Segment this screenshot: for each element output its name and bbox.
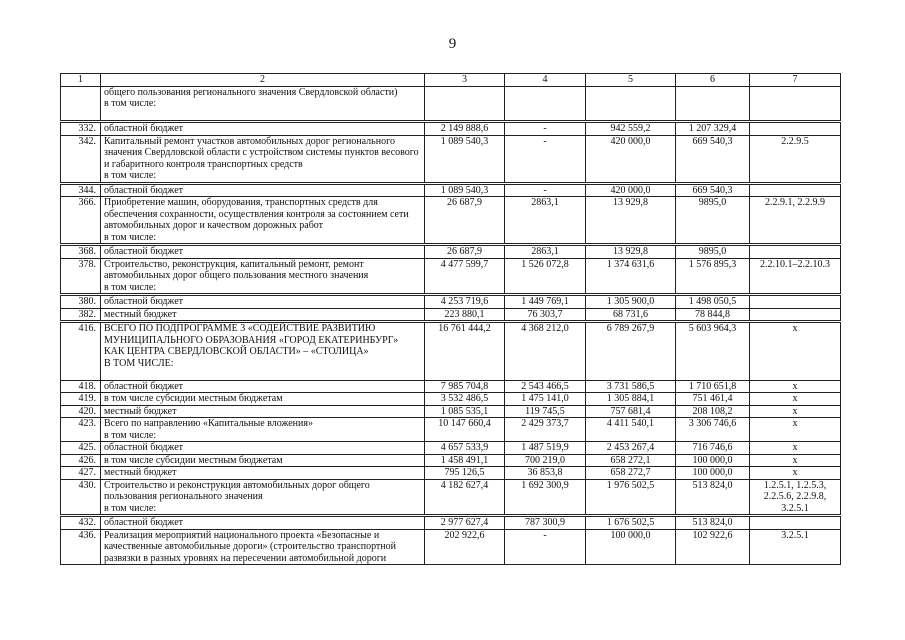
code-col-7 (750, 122, 841, 136)
row-name: областной бюджет (101, 245, 425, 259)
value-col-3 (425, 86, 505, 122)
row-number (61, 86, 101, 122)
value-col-5: 13 929,8 (586, 245, 676, 259)
row-number: 368. (61, 245, 101, 259)
value-col-4: 1 449 769,1 (505, 295, 586, 309)
row-number: 332. (61, 122, 101, 136)
value-col-3: 7 985 704,8 (425, 380, 505, 393)
value-col-6: 100 000,0 (676, 467, 750, 480)
value-col-6: 100 000,0 (676, 454, 750, 467)
value-col-6: 669 540,3 (676, 183, 750, 197)
value-col-4: 1 526 072,8 (505, 258, 586, 295)
table-row (61, 467, 841, 480)
table-row (61, 393, 841, 406)
value-col-3: 26 687,9 (425, 197, 505, 245)
row-name: местный бюджет (101, 467, 425, 480)
table-row (61, 405, 841, 418)
table-row (61, 442, 841, 455)
value-col-4: - (505, 122, 586, 136)
value-col-6: 78 844,8 (676, 308, 750, 322)
row-number: 419. (61, 393, 101, 406)
header-cell: 1 (61, 74, 101, 87)
code-col-7 (750, 308, 841, 322)
row-number: 420. (61, 405, 101, 418)
value-col-6: 513 824,0 (676, 479, 750, 516)
header-cell: 4 (505, 74, 586, 87)
value-col-5: 6 789 267,9 (586, 322, 676, 381)
value-col-5 (586, 86, 676, 122)
header-cell: 7 (750, 74, 841, 87)
value-col-3: 26 687,9 (425, 245, 505, 259)
value-col-4: 1 487 519,9 (505, 442, 586, 455)
table-body (61, 74, 841, 565)
value-col-4: 76 303,7 (505, 308, 586, 322)
row-name: Строительство и реконструкция автомобильных дорог общего пользования регионального значения в том числе: (101, 479, 425, 516)
row-number: 416. (61, 322, 101, 381)
table-row (61, 122, 841, 136)
value-col-5: 100 000,0 (586, 529, 676, 565)
value-col-5: 3 731 586,5 (586, 380, 676, 393)
table-row (61, 308, 841, 322)
value-col-3: 4 477 599,7 (425, 258, 505, 295)
value-col-6: 5 603 964,3 (676, 322, 750, 381)
value-col-4: - (505, 183, 586, 197)
code-col-7: х (750, 454, 841, 467)
value-col-5: 1 676 502,5 (586, 516, 676, 530)
table-row (61, 295, 841, 309)
value-col-5: 13 929,8 (586, 197, 676, 245)
code-col-7: 3.2.5.1 (750, 529, 841, 565)
value-col-3: 4 182 627,4 (425, 479, 505, 516)
value-col-3: 2 149 888,6 (425, 122, 505, 136)
value-col-6: 1 710 651,8 (676, 380, 750, 393)
code-col-7: х (750, 393, 841, 406)
value-col-4: 2863,1 (505, 245, 586, 259)
value-col-6: 9895,0 (676, 245, 750, 259)
row-name: областной бюджет (101, 380, 425, 393)
value-col-5: 757 681,4 (586, 405, 676, 418)
value-col-3: 2 977 627,4 (425, 516, 505, 530)
code-col-7: х (750, 442, 841, 455)
table-row (61, 197, 841, 245)
table-row (61, 529, 841, 565)
table-row (61, 135, 841, 183)
code-col-7: 1.2.5.1, 1.2.5.3, 2.2.5.6, 2.2.9.8, 3.2.5.1 (750, 479, 841, 516)
code-col-7 (750, 86, 841, 122)
row-number: 425. (61, 442, 101, 455)
code-col-7: х (750, 418, 841, 442)
row-name: областной бюджет (101, 122, 425, 136)
code-col-7 (750, 516, 841, 530)
row-name: областной бюджет (101, 516, 425, 530)
row-number: 432. (61, 516, 101, 530)
value-col-4: - (505, 135, 586, 183)
value-col-5: 4 411 540,1 (586, 418, 676, 442)
row-number: 342. (61, 135, 101, 183)
table-row (61, 86, 841, 122)
value-col-3: 4 253 719,6 (425, 295, 505, 309)
value-col-3: 795 126,5 (425, 467, 505, 480)
table-row (61, 322, 841, 381)
value-col-5: 68 731,6 (586, 308, 676, 322)
value-col-5: 1 976 502,5 (586, 479, 676, 516)
value-col-6: 102 922,6 (676, 529, 750, 565)
value-col-3: 4 657 533,9 (425, 442, 505, 455)
row-name: Всего по направлению «Капитальные вложения» в том числе: (101, 418, 425, 442)
value-col-3: 16 761 444,2 (425, 322, 505, 381)
value-col-6: 751 461,4 (676, 393, 750, 406)
value-col-5: 658 272,1 (586, 454, 676, 467)
row-name: местный бюджет (101, 405, 425, 418)
code-col-7 (750, 245, 841, 259)
value-col-5: 1 374 631,6 (586, 258, 676, 295)
row-number: 366. (61, 197, 101, 245)
value-col-6 (676, 86, 750, 122)
row-name: ВСЕГО ПО ПОДПРОГРАММЕ 3 «СОДЕЙСТВИЕ РАЗВИТИЮ МУНИЦИПАЛЬНОГО ОБРАЗОВАНИЯ «ГОРОД ЕКАТЕРИНБУРГ» КАК ЦЕНТРА СВЕРДЛОВСКОЙ ОБЛАСТИ» – «СТОЛИЦА» В ТОМ ЧИСЛЕ: (101, 322, 425, 381)
table-row (61, 418, 841, 442)
code-col-7 (750, 295, 841, 309)
header-cell: 3 (425, 74, 505, 87)
row-name: Строительство, реконструкция, капитальный ремонт, ремонт автомобильных дорог общего пользования местного значения в том числе: (101, 258, 425, 295)
row-number: 426. (61, 454, 101, 467)
value-col-3: 202 922,6 (425, 529, 505, 565)
value-col-4: 1 692 300,9 (505, 479, 586, 516)
code-col-7: 2.2.9.1, 2.2.9.9 (750, 197, 841, 245)
row-number: 418. (61, 380, 101, 393)
code-col-7: 2.2.9.5 (750, 135, 841, 183)
row-name: Капитальный ремонт участков автомобильных дорог регионального значения Свердловской области с устройством системы пунктов весового и габаритного контроля транспортных средств в том числе: (101, 135, 425, 183)
row-name: областной бюджет (101, 442, 425, 455)
value-col-4: - (505, 529, 586, 565)
code-col-7: х (750, 405, 841, 418)
table-row (61, 183, 841, 197)
table-row (61, 454, 841, 467)
value-col-3: 10 147 660,4 (425, 418, 505, 442)
page-number: 9 (448, 36, 457, 52)
row-name: местный бюджет (101, 308, 425, 322)
row-name: общего пользования регионального значения Свердловской области) в том числе: (101, 86, 425, 122)
row-name: Приобретение машин, оборудования, транспортных средств для обеспечения сохранности, осуществления контроля за состоянием сети автомобильных дорог и качеством дорожных работ в том числе: (101, 197, 425, 245)
value-col-4: 119 745,5 (505, 405, 586, 418)
value-col-6: 669 540,3 (676, 135, 750, 183)
row-number: 344. (61, 183, 101, 197)
code-col-7: х (750, 467, 841, 480)
value-col-6: 716 746,6 (676, 442, 750, 455)
value-col-5: 658 272,7 (586, 467, 676, 480)
value-col-6: 1 498 050,5 (676, 295, 750, 309)
table-row (61, 245, 841, 259)
value-col-4: 700 219,0 (505, 454, 586, 467)
value-col-5: 942 559,2 (586, 122, 676, 136)
row-number: 378. (61, 258, 101, 295)
value-col-5: 1 305 884,1 (586, 393, 676, 406)
value-col-3: 1 089 540,3 (425, 135, 505, 183)
value-col-3: 1 089 540,3 (425, 183, 505, 197)
value-col-4: 2 429 373,7 (505, 418, 586, 442)
value-col-4: 4 368 212,0 (505, 322, 586, 381)
row-name: областной бюджет (101, 295, 425, 309)
value-col-4 (505, 86, 586, 122)
value-col-4: 2 543 466,5 (505, 380, 586, 393)
value-col-3: 3 532 486,5 (425, 393, 505, 406)
table-row (61, 516, 841, 530)
code-col-7: х (750, 322, 841, 381)
value-col-3: 1 458 491,1 (425, 454, 505, 467)
row-name: в том числе субсидии местным бюджетам (101, 454, 425, 467)
value-col-5: 1 305 900,0 (586, 295, 676, 309)
code-col-7: х (750, 380, 841, 393)
value-col-5: 2 453 267,4 (586, 442, 676, 455)
value-col-5: 420 000,0 (586, 135, 676, 183)
value-col-6: 1 576 895,3 (676, 258, 750, 295)
row-number: 380. (61, 295, 101, 309)
header-row (61, 74, 841, 87)
value-col-4: 2863,1 (505, 197, 586, 245)
row-name: областной бюджет (101, 183, 425, 197)
row-name: Реализация мероприятий национального проекта «Безопасные и качественные автомобильные дороги» (строительство транспортной развязки в разных уровнях на пересечении автомобильной дороги (101, 529, 425, 565)
value-col-3: 223 880,1 (425, 308, 505, 322)
value-col-4: 787 300,9 (505, 516, 586, 530)
row-name: в том числе субсидии местным бюджетам (101, 393, 425, 406)
value-col-4: 1 475 141,0 (505, 393, 586, 406)
value-col-6: 513 824,0 (676, 516, 750, 530)
value-col-3: 1 085 535,1 (425, 405, 505, 418)
row-number: 436. (61, 529, 101, 565)
table-row (61, 258, 841, 295)
budget-table (60, 73, 841, 565)
value-col-5: 420 000,0 (586, 183, 676, 197)
row-number: 423. (61, 418, 101, 442)
code-col-7: 2.2.10.1–2.2.10.3 (750, 258, 841, 295)
value-col-6: 9895,0 (676, 197, 750, 245)
row-number: 427. (61, 467, 101, 480)
code-col-7 (750, 183, 841, 197)
header-cell: 5 (586, 74, 676, 87)
row-number: 430. (61, 479, 101, 516)
header-cell: 6 (676, 74, 750, 87)
value-col-4: 36 853,8 (505, 467, 586, 480)
value-col-6: 1 207 329,4 (676, 122, 750, 136)
table-row (61, 380, 841, 393)
header-cell: 2 (101, 74, 425, 87)
row-number: 382. (61, 308, 101, 322)
table-row (61, 479, 841, 516)
value-col-6: 3 306 746,6 (676, 418, 750, 442)
value-col-6: 208 108,2 (676, 405, 750, 418)
